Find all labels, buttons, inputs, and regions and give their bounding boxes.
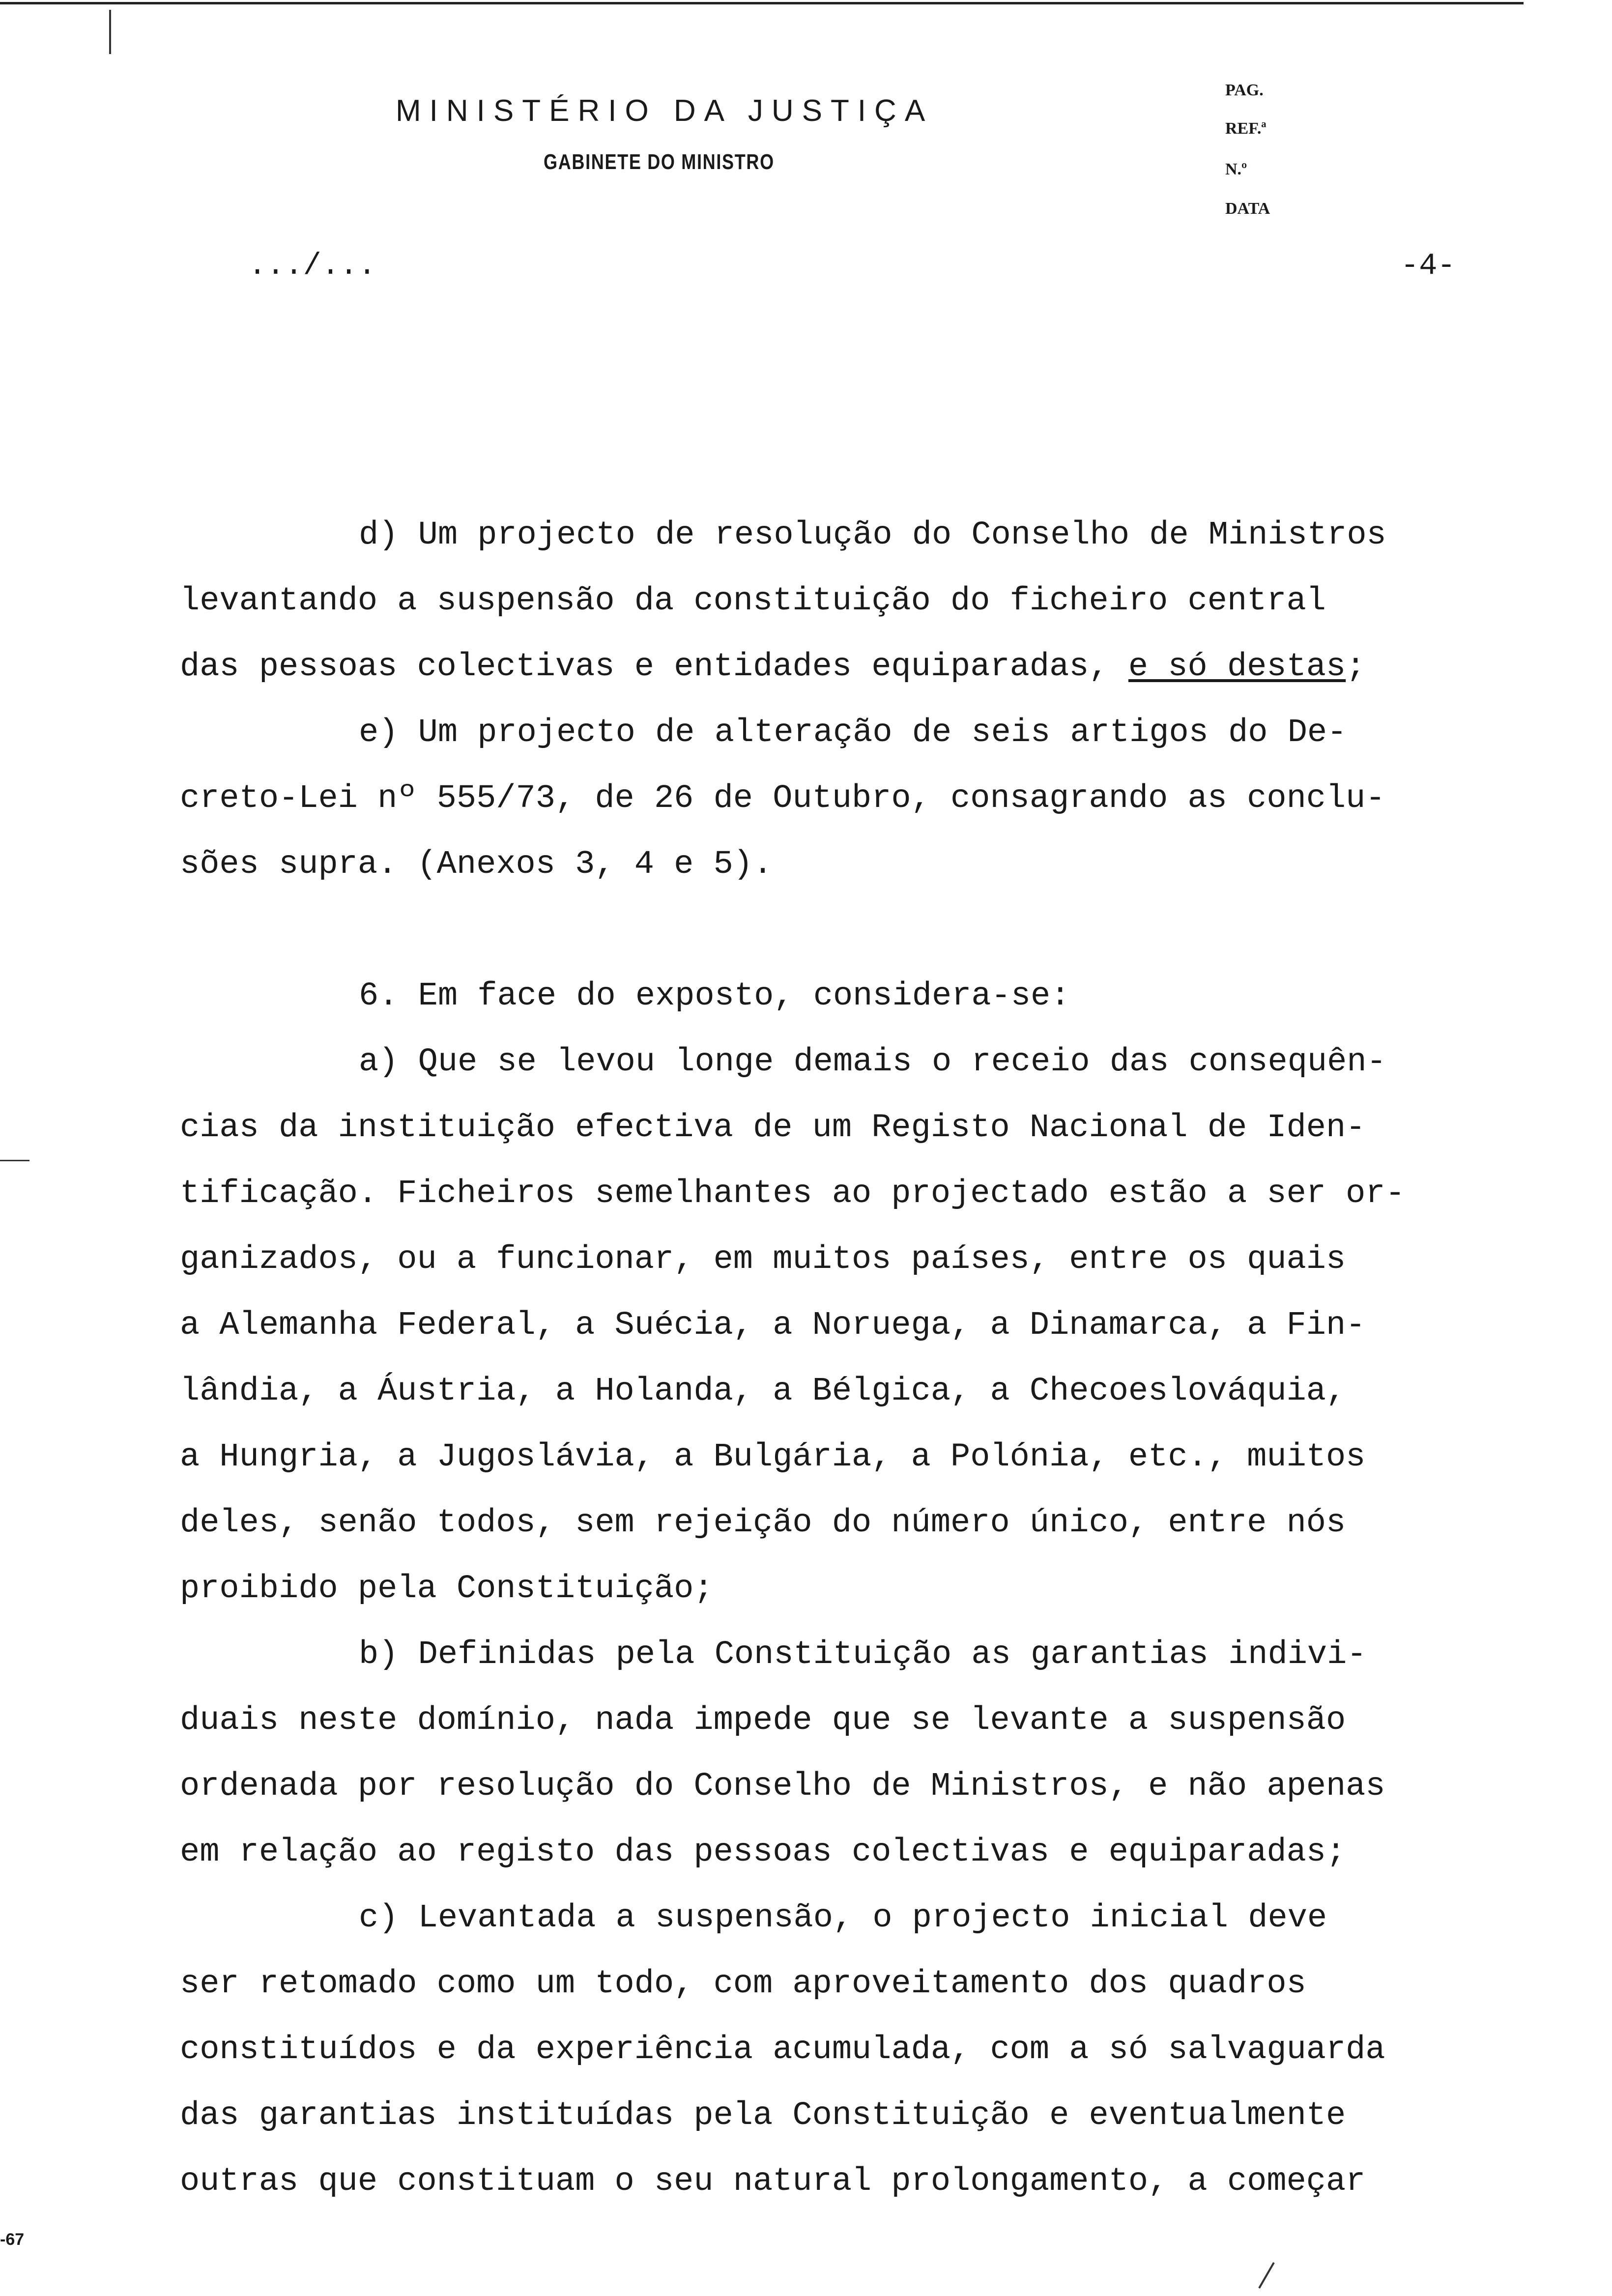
ref-label-date: DATA <box>1225 200 1270 218</box>
scan-mark <box>1258 2262 1274 2289</box>
text-line <box>0 1292 1405 1358</box>
ref-label-pag: PAG. <box>1225 81 1264 99</box>
ref-label-number: N.º <box>1225 160 1247 178</box>
text-line <box>0 2149 1405 2214</box>
text-line <box>0 634 1405 700</box>
text-line <box>0 832 1405 897</box>
line-text: ordenada por resolução do Conselho de Ministros, e não apenas <box>180 1768 1385 1805</box>
line-text: das pessoas colectivas e entidades equiparadas, <box>180 648 1128 686</box>
text-line <box>0 1819 1405 1885</box>
text-line <box>0 700 1405 766</box>
text-line <box>0 1095 1405 1161</box>
line-text: lândia, a Áustria, a Holanda, a Bélgica, a Checoeslováquia, <box>180 1373 1346 1410</box>
continuation-mark: .../... <box>248 248 376 283</box>
line-text: creto-Lei nº 555/73, de 26 de Outubro, consagrando as conclu- <box>180 780 1385 817</box>
line-text: das garantias instituídas pela Constituição e eventualmente <box>180 2097 1346 2134</box>
margin-code: -67 <box>0 2230 25 2249</box>
line-text: ser retomado como um todo, com aproveitamento dos quadros <box>180 1965 1306 2003</box>
document-body <box>0 502 1405 2214</box>
line-text: a Hungria, a Jugoslávia, a Bulgária, a Polónia, etc., muitos <box>180 1438 1366 1476</box>
page-top-rule <box>0 2 1524 4</box>
line-text: ganizados, ou a funcionar, em muitos países, entre os quais <box>180 1241 1346 1278</box>
text-line <box>0 1556 1405 1622</box>
text-line <box>0 1688 1405 1753</box>
text-line <box>0 1753 1405 1819</box>
text-line <box>0 897 1405 963</box>
line-text: e) Um projecto de alteração de seis artigos do De- <box>359 714 1347 751</box>
text-line <box>0 963 1405 1029</box>
line-text: 6. Em face do exposto, considera-se: <box>359 977 1070 1015</box>
text-line <box>0 1358 1405 1424</box>
text-line <box>0 1227 1405 1292</box>
line-text: tificação. Ficheiros semelhantes ao projectado estão a ser or- <box>180 1175 1405 1212</box>
underlined-text: e só destas <box>1128 648 1346 686</box>
line-text: duais neste domínio, nada impede que se levante a suspensão <box>180 1702 1346 1739</box>
line-text: outras que constituam o seu natural prolongamento, a começar <box>180 2163 1366 2200</box>
line-text: sões supra. (Anexos 3, 4 e 5). <box>180 846 773 883</box>
text-line <box>0 2017 1405 2083</box>
text-line <box>0 1951 1405 2017</box>
text-line <box>0 1029 1405 1095</box>
line-text: a) Que se levou longe demais o receio das consequên- <box>359 1043 1386 1081</box>
line-text: levantando a suspensão da constituição do ficheiro central <box>180 582 1326 620</box>
margin-rule <box>0 1160 29 1161</box>
line-text: em relação ao registo das pessoas colectivas e equiparadas; <box>180 1834 1346 1871</box>
text-line <box>0 1161 1405 1227</box>
line-text: d) Um projecto de resolução do Conselho de Ministros <box>359 517 1386 554</box>
text-line <box>0 1424 1405 1490</box>
text-line <box>0 1622 1405 1688</box>
text-line <box>0 502 1405 568</box>
line-text: b) Definidas pela Constituição as garantias indivi- <box>359 1636 1367 1673</box>
line-text: deles, senão todos, sem rejeição do número único, entre nós <box>180 1504 1346 1542</box>
line-text: a Alemanha Federal, a Suécia, a Noruega, a Dinamarca, a Fin- <box>180 1307 1366 1344</box>
line-text: cias da instituição efectiva de um Registo Nacional de Iden- <box>180 1109 1366 1147</box>
ref-label-ref: REF.ª <box>1225 119 1267 138</box>
line-text: constituídos e da experiência acumulada, com a só salvaguarda <box>180 2031 1385 2068</box>
line-text-end: ; <box>1346 648 1366 686</box>
text-line <box>0 1885 1405 1951</box>
line-text: proibido pela Constituição; <box>180 1570 714 1607</box>
text-line <box>0 1490 1405 1556</box>
line-text: c) Levantada a suspensão, o projecto inicial deve <box>359 1899 1327 1937</box>
cabinet-subtitle: GABINETE DO MINISTRO <box>544 150 775 174</box>
ministry-title: MINISTÉRIO DA JUSTIÇA <box>396 94 934 128</box>
page-number: -4- <box>1401 248 1456 283</box>
text-line <box>0 568 1405 634</box>
text-line <box>0 766 1405 832</box>
scan-mark <box>109 10 111 54</box>
text-line <box>0 2083 1405 2149</box>
